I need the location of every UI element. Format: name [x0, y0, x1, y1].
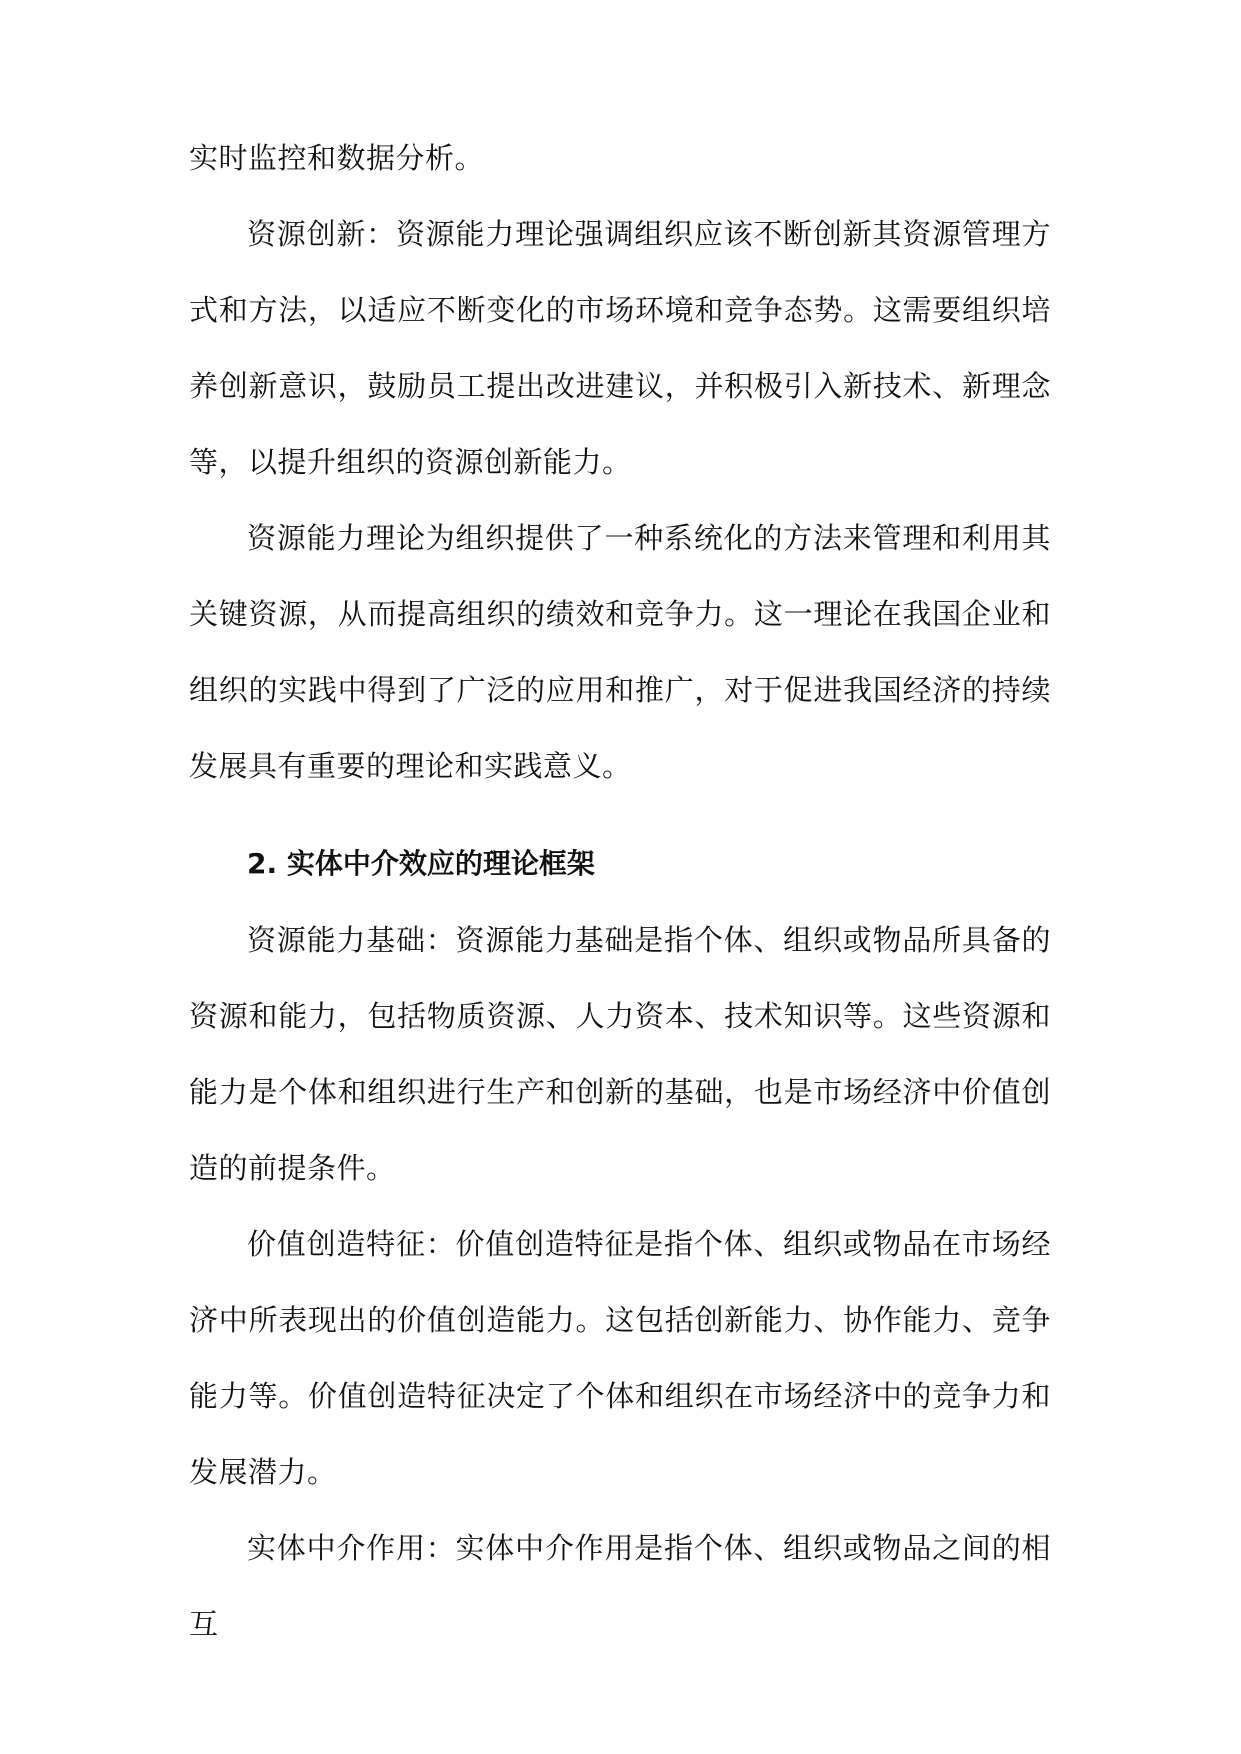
paragraph-value-creation: 价值创造特征：价值创造特征是指个体、组织或物品在市场经济中所表现出的价值创造能力。这包括创新能力、协作能力、竞争能力等。价值创造特征决定了个体和组织在市场经济中的竞争力和发展潜力。	[189, 1227, 1051, 1489]
paragraph-entity-mediation: 实体中介作用：实体中介作用是指个体、组织或物品之间的相互	[189, 1531, 1051, 1641]
paragraph-theory-summary: 资源能力理论为组织提供了一种系统化的方法来管理和利用其关键资源，从而提高组织的绩效和竞争力。这一理论在我国企业和组织的实践中得到了广泛的应用和推广，对于促进我国经济的持续发展具有重要的理论和实践意义。	[189, 521, 1051, 783]
paragraph-resource-foundation: 资源能力基础：资源能力基础是指个体、组织或物品所具备的资源和能力，包括物质资源、人力资本、技术知识等。这些资源和能力是个体和组织进行生产和创新的基础，也是市场经济中价值创造的前提条件。	[189, 923, 1051, 1185]
paragraph-resource-innovation: 资源创新：资源能力理论强调组织应该不断创新其资源管理方式和方法，以适应不断变化的市场环境和竞争态势。这需要组织培养创新意识，鼓励员工提出改进建议，并积极引入新技术、新理念等，以提升组织的资源创新能力。	[189, 217, 1051, 479]
document-page	[189, 120, 1051, 1662]
paragraph-continuation: 实时监控和数据分析。	[189, 141, 485, 175]
section-heading: 2. 实体中介效应的理论框架	[247, 847, 595, 880]
